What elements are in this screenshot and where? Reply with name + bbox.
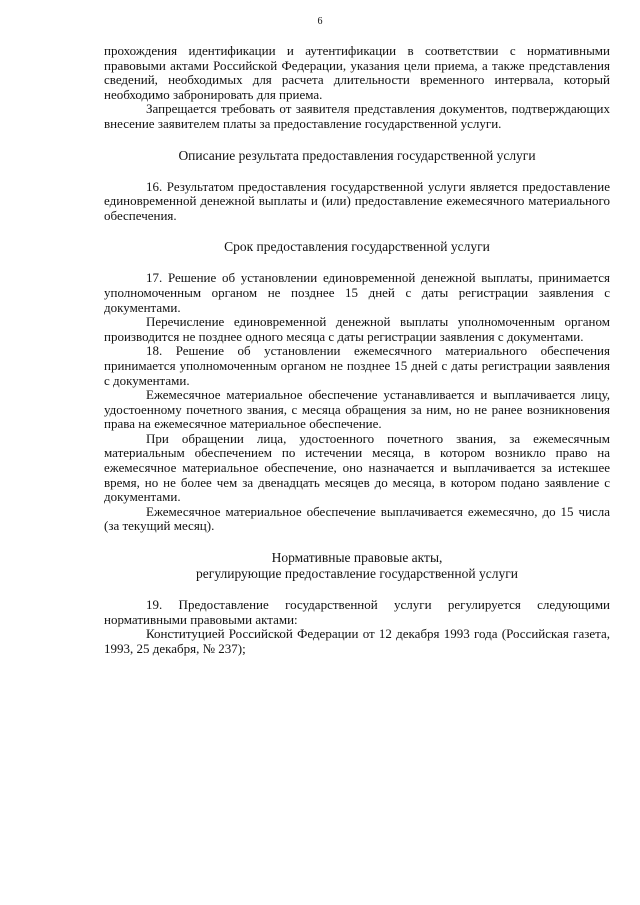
heading-legal-acts-line2: регулирующие предоставление государственной услуги [196, 566, 518, 582]
heading-term: Срок предоставления государственной услуги [224, 239, 490, 255]
paragraph-constitution: Конституцией Российской Федерации от 12 декабря 1993 года (Российская газета, 1993, 25 декабря, № 237); [104, 626, 610, 656]
page-number: 6 [317, 16, 323, 27]
paragraph-18-late-application: При обращении лица, удостоенного почетного звания, за ежемесячным материальным обеспечением по истечении месяца, в котором возникло право на ежемесячное материальное обеспечение, оно назначается и выплачивается за истекшее время, но не более чем за двенадцать месяцев до месяца, в котором подано заявление с документами. [104, 430, 610, 505]
document-body [104, 44, 610, 656]
paragraph-18-monthly: Ежемесячное материальное обеспечение устанавливается и выплачивается лицу, удостоенному почетного звания, с месяца обращения за ним, но не ранее возникновения права на ежемесячное материальное обеспечение. [104, 387, 610, 432]
paragraph-17-transfer: Перечисление единовременной денежной выплаты уполномоченным органом производится не позднее одного месяца с даты регистрации заявления с документами. [104, 314, 610, 344]
paragraph-18: 18. Решение об установлении ежемесячного материального обеспечения принимается уполномоченным органом не позднее 15 дней с даты регистрации заявления с документами. [104, 343, 610, 388]
heading-legal-acts-line1: Нормативные правовые акты, [271, 550, 443, 566]
heading-result: Описание результата предоставления государственной услуги [178, 147, 536, 163]
paragraph-19: 19. Предоставление государственной услуги регулируется следующими нормативными правовыми актами: [104, 597, 610, 627]
paragraph-16: 16. Результатом предоставления государственной услуги является предоставление единовременной денежной выплаты и (или) предоставление ежемесячного материального обеспечения. [104, 178, 610, 223]
paragraph-identification: прохождения идентификации и аутентификации в соответствии с нормативными правовыми актами Российской Федерации, указания цели приема, а также представления сведений, необходимых для расчета длительности временного интервала, который необходимо забронировать для приема. [104, 43, 610, 102]
paragraph-17: 17. Решение об установлении единовременной денежной выплаты, принимается уполномоченным органом не позднее 15 дней с даты регистрации заявления с документами. [104, 270, 610, 315]
paragraph-fee-prohibition: Запрещается требовать от заявителя представления документов, подтверждающих внесение заявителем платы за предоставление государственной услуги. [104, 101, 610, 131]
paragraph-18-payment-date: Ежемесячное материальное обеспечение выплачивается ежемесячно, до 15 числа (за текущий месяц). [104, 503, 610, 534]
